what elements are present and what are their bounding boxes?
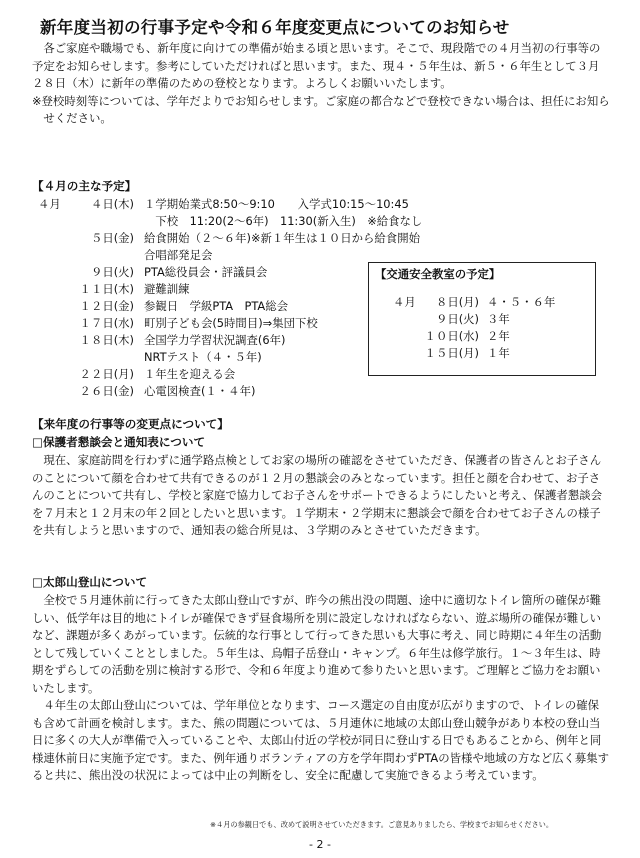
intro-paragraph: 各ご家庭や職場でも、新年度に向けての準備が始まる頃と思います。そこで、現段階での４月当初の行事等の予定をお知らせします。参考にしていただければと思います。また、現４・５年生は、新５・６年生として３月２８日（木）に新年の準備のための登校となります。よろしくお願いいたします。 <box>32 41 601 90</box>
traffic-day: １５日(月) <box>424 346 479 360</box>
traffic-row <box>369 345 595 362</box>
schedule-text: 町別子ども会(5時間目)⇒集団下校 <box>144 316 318 330</box>
traffic-grade: １年 <box>487 346 510 360</box>
traffic-day: ９日(火) <box>435 312 479 326</box>
traffic-safety-heading: 【交通安全教室の予定】 <box>375 267 501 281</box>
schedule-month: ４月 <box>38 197 61 211</box>
schedule-day: ９日(火) <box>90 265 134 279</box>
traffic-grade: ２年 <box>487 329 510 343</box>
hiking-paragraph-1: 全校で５月連休前に行ってきた太郎山登山ですが、昨今の熊出没の問題、途中に適切なトイレ箇所の確保が難しい、低学年は目的地にトイレが確保できず昼食場所を別に設定しなければならない、遊ぶ場所の確保が難しいなど、課題が多くあがっています。伝統的な行事として行ってきた思いも大事に考え、同じ時期に４年生の活動として残していくこととしました。５年生は、烏帽子岳登山・キャンプ。６年生は修学旅行。１〜３年生は、時期をずらしての活動を別に検討する形で、令和６年度より進めて参りたいと思います。ご理解とご協力をお願いいたします。 <box>32 593 602 695</box>
april-schedule-heading: 【４月の主な予定】 <box>32 179 137 193</box>
schedule-day: １８日(木) <box>79 333 134 347</box>
traffic-row <box>369 294 595 311</box>
traffic-grade: ３年 <box>487 312 510 326</box>
conference-subheading: □保護者懇談会と通知表について <box>32 435 206 449</box>
schedule-day: １２日(金) <box>79 299 134 313</box>
intro-section <box>32 40 610 128</box>
conference-section <box>32 452 610 540</box>
traffic-day: ８日(月) <box>435 295 479 309</box>
traffic-month: ４月 <box>393 295 416 309</box>
traffic-grade: ４・５・６年 <box>487 295 556 309</box>
schedule-day: ４日(木) <box>90 197 134 211</box>
schedule-text: 給食開始（２〜６年)※新１年生は１０日から給食開始 <box>144 231 420 245</box>
schedule-day: ２６日(金) <box>79 384 134 398</box>
schedule-text: 合唱部発足会 <box>144 248 213 262</box>
hiking-paragraph-2: ４年生の太郎山登山については、学年単位となります、コース選定の自由度が広がりますので、トイレの確保も含めて計画を検討します。また、熊の問題については、５月連休に地域の太郎山登山競争があり本校の登山当日に多くの大人が準備で入っていることや、太郎山付近の学校が同日に登山する日でもあることから、例年と同様連休前日に実施予定です。また、例年通りボランティアの方を学年問わずPTAの皆様や地域の方など広く募集すると共に、熊出没の状況によっては中止の判断をし、安全に配慮して実施できるよう考えています。 <box>32 698 610 782</box>
schedule-day: ２２日(月) <box>79 367 134 381</box>
traffic-safety-box <box>368 262 596 376</box>
hiking-section <box>32 592 610 785</box>
schedule-day: １１日(木) <box>79 282 134 296</box>
changes-heading: 【来年度の行事等の変更点について】 <box>32 417 229 431</box>
traffic-row <box>369 328 595 345</box>
intro-note: ※登校時刻等については、学年だよりでお知らせします。ご家庭の都合などで登校できない場合は、担任にお知らせください。 <box>32 93 610 125</box>
page-title: 新年度当初の行事予定や令和６年度変更点についてのお知らせ <box>40 18 510 37</box>
traffic-row <box>369 311 595 328</box>
conference-paragraph: 現在、家庭訪問を行わずに通学路点検としてお家の場所の確認をさせていただき、保護者の皆さんとお子さんのことについて顔を合わせて共有できるのが１２月の懇談会のみとなっています。担任と顔を合わせて、お子さんのことについて共有し、学校と家庭で協力してお子さんをサポートできるようにしたいと考え、保護者懇談会を７月末と１２月末の年２回としたいと思います。１学期末・２学期末に懇談会で顔を合わせてお子さんの様子を共有しようと思いますので、通知表の総合所見は、３学期のみとさせていただきます。 <box>32 453 602 537</box>
schedule-text: 全国学力学習状況調査(6年) <box>144 333 286 347</box>
traffic-day: １０日(水) <box>424 329 479 343</box>
page-number: - 2 - <box>309 838 331 851</box>
schedule-text: NRTテスト（４・５年) <box>144 350 262 364</box>
schedule-day: １７日(水) <box>79 316 134 330</box>
schedule-text: 下校 11:20(2〜6年) 11:30(新入生) ※給食なし <box>144 214 423 228</box>
schedule-text: １学期始業式8:50〜9:10 入学式10:15〜10:45 <box>144 197 409 211</box>
schedule-text: 参観日 学級PTA PTA総会 <box>144 299 288 313</box>
hiking-subheading: □太郎山登山について <box>32 575 148 589</box>
schedule-text: PTA総役員会・評議員会 <box>144 265 268 279</box>
schedule-text: １年生を迎える会 <box>144 367 236 381</box>
schedule-day: ５日(金) <box>90 231 134 245</box>
schedule-text: 心電図検査(１・４年) <box>144 384 256 398</box>
footnote: ※４月の参観日でも、改めて説明させていただきます。ご意見ありましたら、学校までお知らせください。 <box>210 820 554 829</box>
schedule-text: 避難訓練 <box>144 282 190 296</box>
